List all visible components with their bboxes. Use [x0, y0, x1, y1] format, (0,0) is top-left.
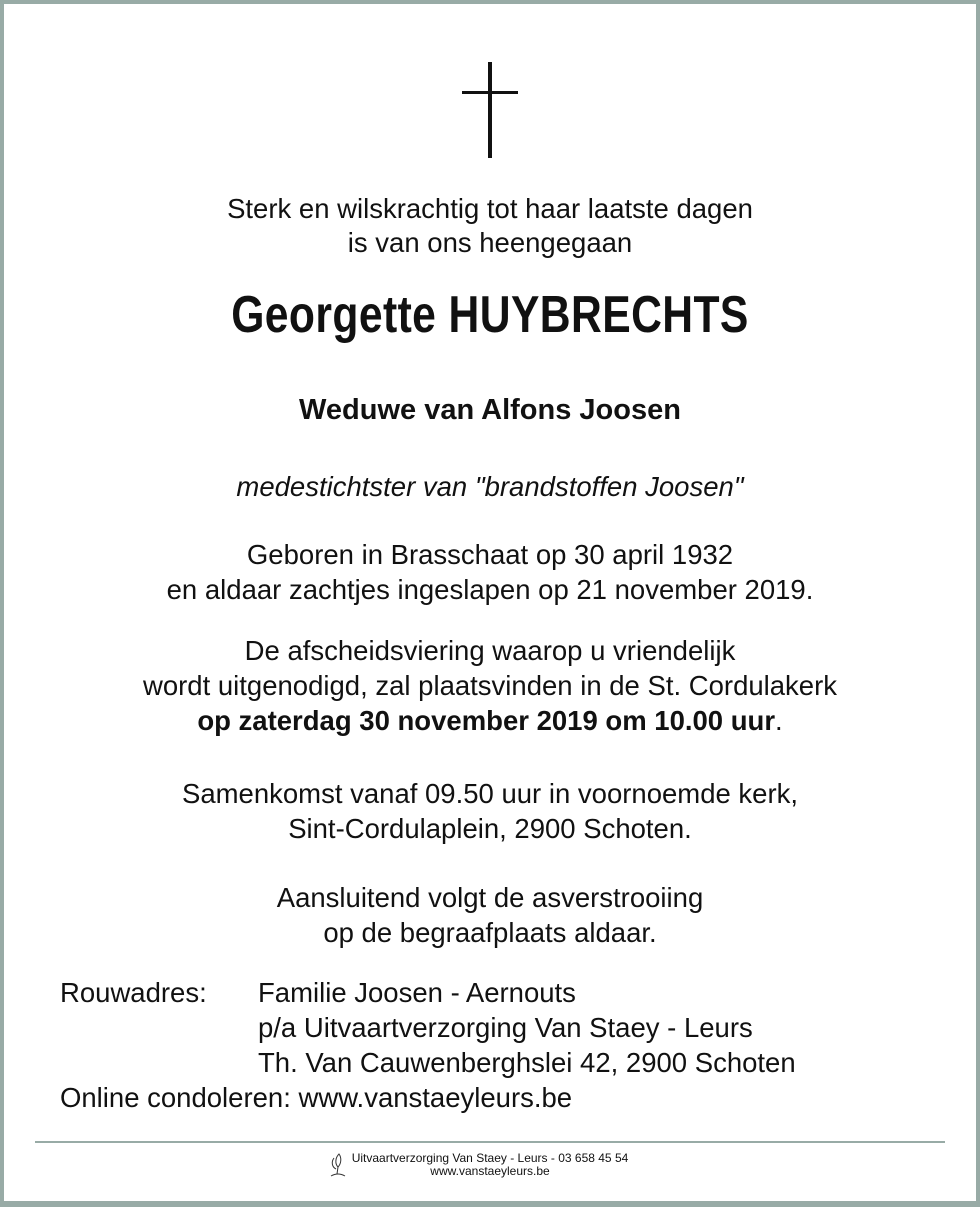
role-line: medestichtster van "brandstoffen Joosen": [236, 471, 744, 502]
afterwards-line-2: op de begraafplaats aldaar.: [323, 917, 657, 948]
gathering-line-1: Samenkomst vanaf 09.50 uur in voornoemde kerk,: [181, 778, 799, 809]
ceremony-line-2: wordt uitgenodigd, zal plaatsvinden in de St. Cordulakerk: [142, 670, 838, 701]
death-line: en aldaar zachtjes ingeslapen op 21 november 2019.: [166, 574, 814, 605]
footer-website: www.vanstaeyleurs.be: [430, 1164, 550, 1178]
address-label: Rouwadres:: [60, 977, 207, 1008]
address-line-3: Th. Van Cauwenberghslei 42, 2900 Schoten: [258, 1047, 796, 1078]
intro-line-2: is van ons heengegaan: [347, 227, 633, 258]
address-line-1: Familie Joosen - Aernouts: [258, 977, 576, 1008]
online-condolence: Online condoleren: www.vanstaeyleurs.be: [60, 1082, 573, 1113]
ceremony-line-1: De afscheidsviering waarop u vriendelijk: [244, 635, 736, 666]
address-line-2: p/a Uitvaartverzorging Van Staey - Leurs: [258, 1012, 753, 1043]
ceremony-date-period: .: [775, 705, 783, 736]
ceremony-date-line: [0, 704, 980, 738]
intro-line-1: Sterk en wilskrachtig tot haar laatste dagen: [227, 193, 753, 224]
divider: [35, 1141, 945, 1143]
footer: [0, 1152, 980, 1178]
birth-line: Geboren in Brasschaat op 30 april 1932: [246, 539, 734, 570]
gathering-line-2: Sint-Cordulaplein, 2900 Schoten.: [288, 813, 692, 844]
footer-company: Uitvaartverzorging Van Staey - Leurs - 03 658 45 54: [351, 1151, 629, 1165]
deceased-name: Georgette HUYBRECHTS: [231, 286, 749, 344]
spouse-line: Weduwe van Alfons Joosen: [299, 394, 681, 426]
ceremony-date: op zaterdag 30 november 2019 om 10.00 uur: [197, 705, 776, 736]
afterwards-line-1: Aansluitend volgt de asverstrooiing: [276, 882, 704, 913]
